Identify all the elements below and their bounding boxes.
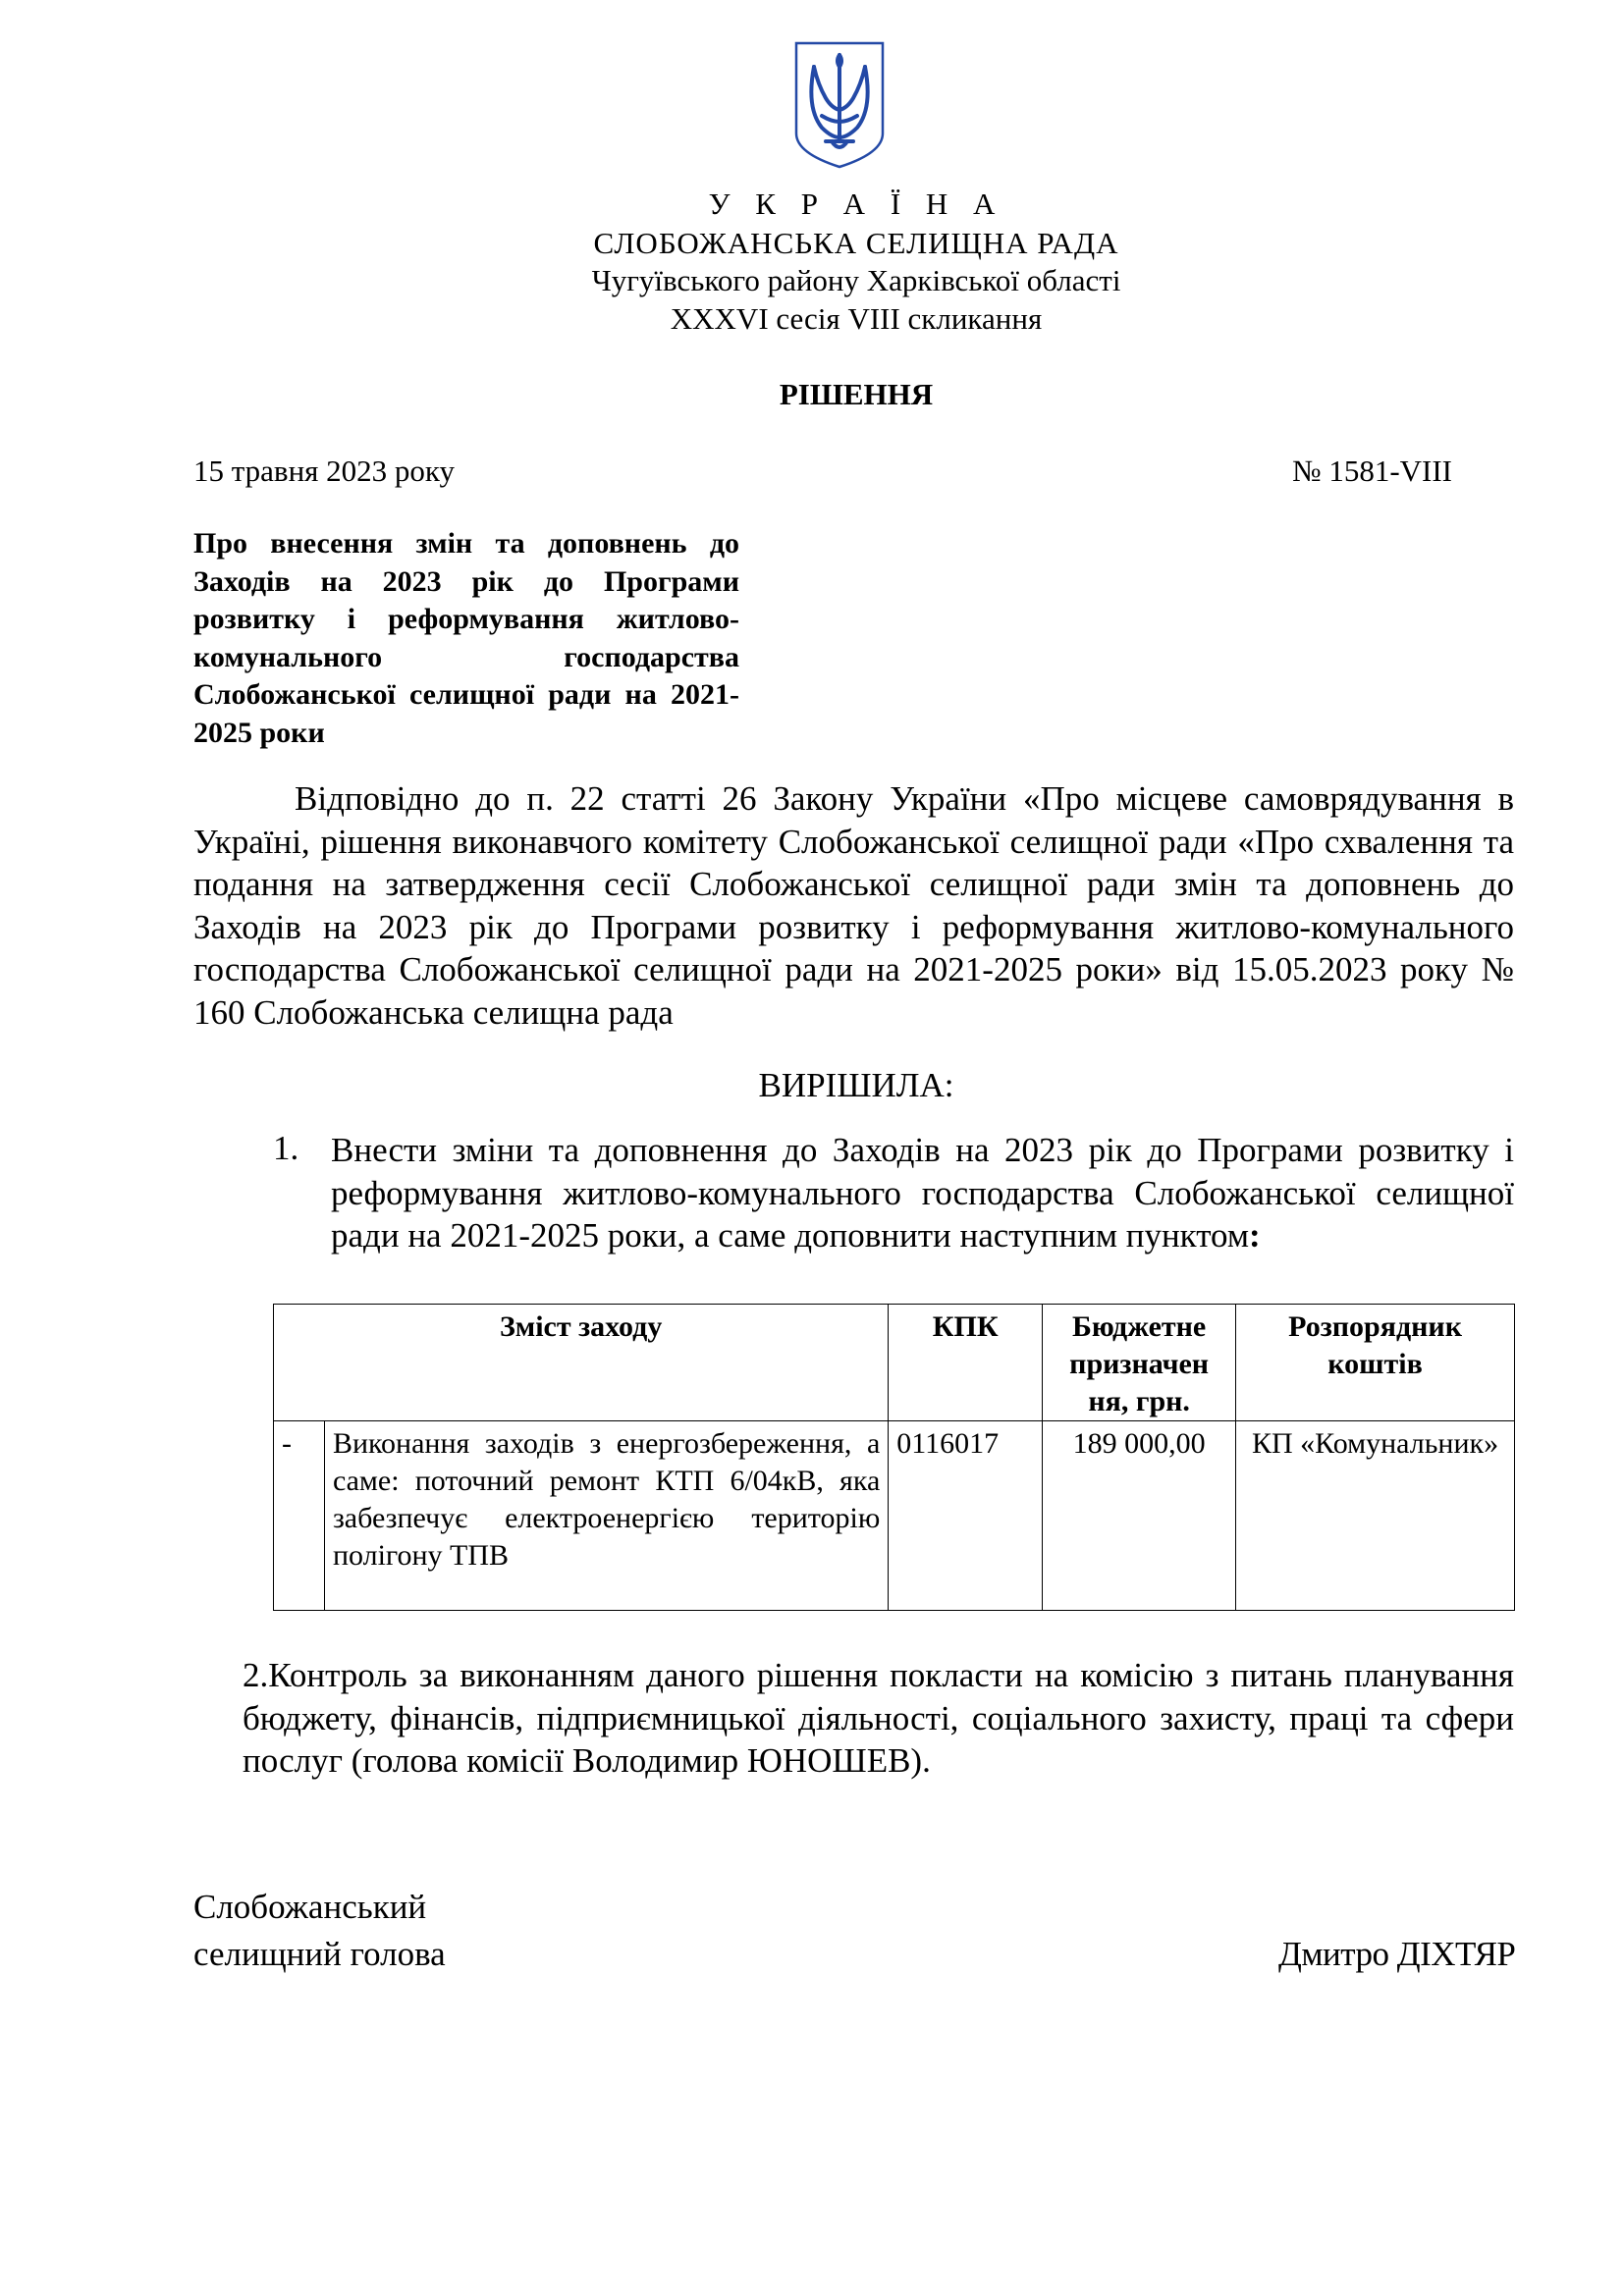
signature-title [193, 1884, 446, 1978]
row-marker: - [274, 1421, 325, 1611]
table-row [274, 1421, 1515, 1611]
header-council: СЛОБОЖАНСЬКА СЕЛИЩНА РАДА [593, 226, 1119, 260]
decision-subject: Про внесення змін та доповнень до Заходів на 2023 рік до Програми розвитку і реформування житлово-комунального господарства Слобожанської селищної ради на 2021-2025 роки [193, 527, 739, 749]
coat-of-arms-icon [792, 39, 887, 171]
decision-date: 15 травня 2023 року [193, 454, 456, 488]
item1-text [331, 1129, 1514, 1257]
row-manager: КП «Комунальник» [1236, 1421, 1515, 1611]
item1-body: Внести зміни та доповнення до Заходів на 2023 рік до Програми розвитку і реформування житлово-комунального господарства Слобожанської селищної ради на 2021-2025 роки, а саме доповнити наступним пунктом [331, 1131, 1514, 1255]
header-district: Чугуївського району Харківської області [591, 263, 1121, 297]
signature-title-line1: Слобожанський [193, 1888, 427, 1926]
signature-title-line2: селищний голова [193, 1935, 446, 1973]
item1-number: 1. [273, 1129, 299, 1167]
item1-colon: : [1249, 1216, 1261, 1255]
header-content: Зміст заходу [274, 1305, 889, 1421]
row-budget: 189 000,00 [1043, 1421, 1236, 1611]
preamble-paragraph: Відповідно до п. 22 статті 26 Закону України «Про місцеве самоврядування в Україні, рішення виконавчого комітету Слобожанської селищної ради «Про схвалення та подання на затвердження сесії Слобожанської селищної ради змін та доповнень до Заходів на 2023 рік до Програми розвитку і реформування житлово-комунального господарства Слобожанської селищної ради на 2021-2025 роки» від 15.05.2023 року № 160 Слобожанська селищна рада [193, 779, 1514, 1032]
header-kpk: КПК [889, 1305, 1043, 1421]
item2-paragraph: 2.Контроль за виконанням даного рішення покласти на комісію з питань планування бюджету, фінансів, підприємницької діяльності, соціального захисту, праці та сфери послуг (голова комісії Володимир ЮНОШЕВ). [243, 1656, 1514, 1780]
row-kpk: 0116017 [889, 1421, 1043, 1611]
document-type: РІШЕННЯ [779, 377, 934, 411]
header-country: У К Р А Ї Н А [708, 187, 1004, 221]
header-manager: Розпорядник коштів [1236, 1305, 1515, 1421]
header-session: XXXVI сесія VIII скликання [670, 301, 1043, 336]
signature-name: Дмитро ДІХТЯР [1278, 1935, 1516, 1973]
row-content: Виконання заходів з енергозбереження, а саме: поточний ремонт КТП 6/04кВ, яка забезпечує електроенергією територію полігону ТПВ [324, 1421, 888, 1611]
decision-number: № 1581-VIII [1292, 454, 1453, 488]
table-header-row [274, 1305, 1515, 1421]
resolved-heading: ВИРІШИЛА: [758, 1066, 954, 1104]
header-budget: Бюджетне призначен ня, грн. [1043, 1305, 1236, 1421]
measures-table [273, 1304, 1515, 1611]
